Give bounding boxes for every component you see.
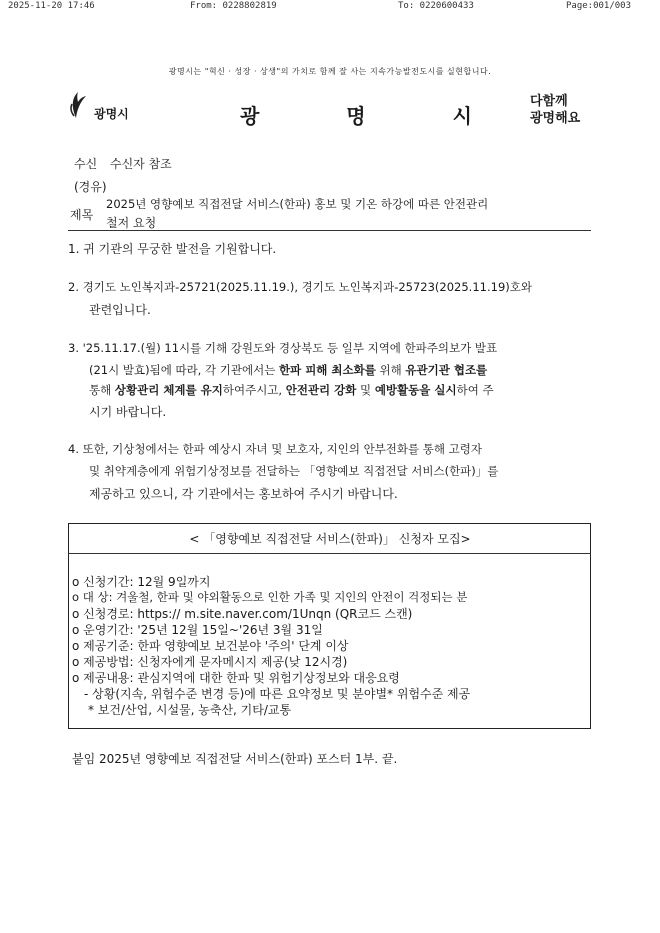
- fax-datetime: 2025-11-20 17:46: [8, 1, 95, 11]
- box-item-content: o 제공내용: 관심지역에 대한 한파 및 위험기상정보와 대응요령: [72, 671, 400, 685]
- paragraph-4-line3: 제공하고 있으니, 각 기관에서는 홍보하여 주시기 바랍니다.: [89, 487, 398, 501]
- paragraph-3-line4: 시기 바랍니다.: [89, 405, 167, 419]
- motto: [530, 93, 580, 127]
- motto-line2: 광명해요: [530, 111, 581, 126]
- gwangmyeong-emblem-icon: [68, 90, 88, 120]
- fax-to: To: 0220600433: [398, 1, 474, 11]
- p3-emphasis-2: 유관기관 협조를: [405, 363, 488, 377]
- subject-line2: 철저 요청: [106, 216, 157, 230]
- via-label: (경유): [74, 180, 107, 194]
- paragraph-2-line2: 관련입니다.: [89, 303, 151, 317]
- box-item-content-note: * 보건/산업, 시설물, 농축산, 기타/교통: [88, 703, 292, 717]
- org-name: 광 명 시: [240, 104, 512, 128]
- p3-text-e: 및: [356, 383, 375, 397]
- p3-text-g: 하여 주: [456, 383, 494, 397]
- slogan: 광명시는 "혁신 · 성장 · 상생"의 가치로 함께 잘 사는 지속가능발전도시를 실현합니다.: [168, 67, 492, 76]
- subject-line1: 2025년 영향예보 직접전달 서비스(한파) 홍보 및 기온 하강에 따른 안전관리: [106, 197, 489, 211]
- paragraph-2-line1: 2. 경기도 노인복지과-25721(2025.11.19.), 경기도 노인복지과-25723(2025.11.19)호와: [68, 280, 532, 294]
- p3-text-c: 위해: [375, 363, 406, 377]
- subject-label: 제목: [70, 208, 94, 222]
- paragraph-4-line1: 4. 또한, 기상청에서는 한파 예상시 자녀 및 보호자, 지인의 안부전화를 통해 고령자: [68, 442, 482, 456]
- box-item-route[interactable]: o 신청경로: https:// m.site.naver.com/1Unqn (QR코드 스캔): [72, 607, 413, 621]
- logo-text: 광명시: [94, 107, 129, 121]
- box-item-criteria: o 제공기준: 한파 영향예보 보건분야 '주의' 단계 이상: [72, 639, 349, 653]
- motto-line1: 다함께: [530, 94, 568, 109]
- attachment-line: 붙임 2025년 영향예보 직접전달 서비스(한파) 포스터 1부. 끝.: [72, 752, 398, 766]
- recipient-label: 수신: [74, 157, 98, 171]
- p3-emphasis-5: 예방활동을 실시: [374, 383, 457, 397]
- fax-from: From: 0228802819: [190, 1, 277, 11]
- box-item-method: o 제공방법: 신청자에게 문자메시지 제공(낮 12시경): [72, 655, 348, 669]
- box-item-operation: o 운영기간: '25년 12월 15일~'26년 3월 31일: [72, 623, 323, 637]
- box-item-period: o 신청기간: 12월 9일까지: [72, 575, 211, 589]
- paragraph-3-line1: 3. '25.11.17.(월) 11시를 기해 강원도와 경상북도 등 일부 지역에 한파주의보가 발표: [68, 341, 498, 355]
- p3-emphasis-3: 상황관리 체계를 유지: [114, 383, 223, 397]
- p3-text-a2: 통해: [89, 383, 115, 397]
- box-title-divider: [68, 553, 591, 554]
- box-item-target: o 대 상: 겨울철, 한파 및 야외활동으로 인한 가족 및 지인의 안전이 걱정되는 분: [72, 590, 468, 604]
- p3-text-c2: 하여주시고,: [222, 383, 286, 397]
- subject-divider: [68, 230, 591, 231]
- p3-emphasis-4: 안전관리 강화: [285, 383, 357, 397]
- paragraph-1: 1. 귀 기관의 무궁한 발전을 기원합니다.: [68, 242, 277, 256]
- paragraph-4-line2: 및 취약계층에게 위험기상정보를 전달하는 「영향예보 직접전달 서비스(한파)」를: [89, 464, 499, 478]
- p3-text-a: (21시 발효)됨에 따라, 각 기관에서는: [89, 363, 279, 377]
- fax-page: Page:001/003: [566, 1, 632, 11]
- paragraph-3-line2: [89, 362, 487, 378]
- paragraph-3-line3: [89, 382, 494, 398]
- recipient-value: 수신자 참조: [110, 157, 172, 171]
- recruitment-box-title: < 「영향예보 직접전달 서비스(한파)」 신청자 모집>: [189, 532, 471, 546]
- box-item-content-detail: - 상황(지속, 위험수준 변경 등)에 따른 요약정보 및 분야별* 위험수준 제공: [84, 687, 471, 701]
- p3-emphasis-1: 한파 피해 최소화를: [278, 363, 376, 377]
